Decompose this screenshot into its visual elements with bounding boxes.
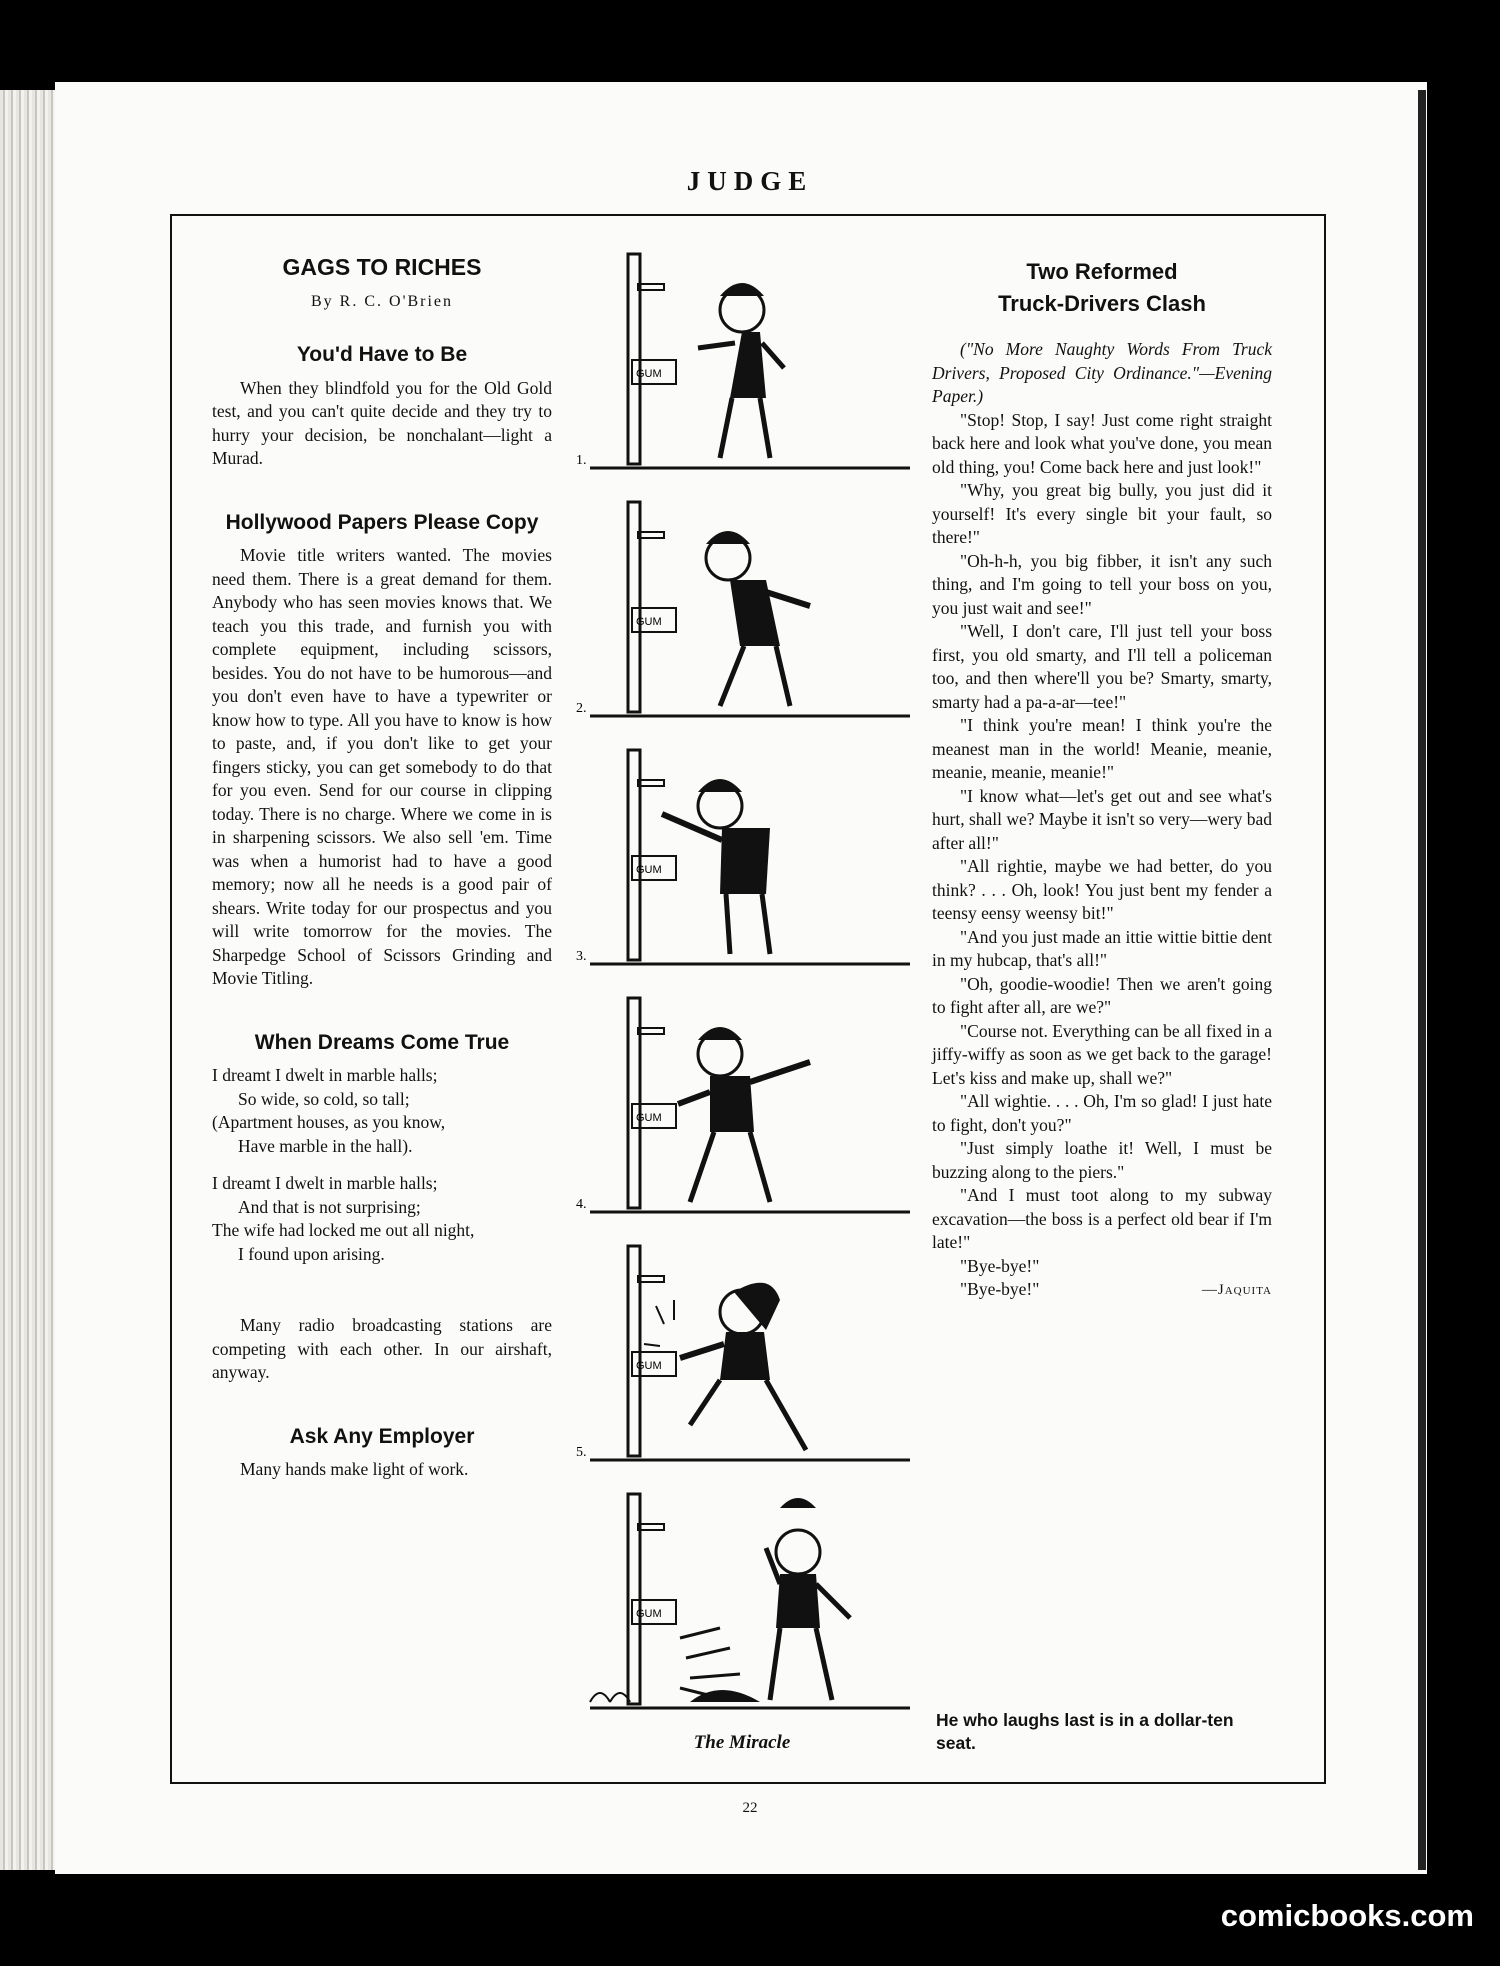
title-line-1: Two Reformed xyxy=(1026,259,1178,284)
dialogue-paragraph: "I think you're mean! I think you're the meanest man in the world! Meanie, meanie, meanie, meanie, meanie!" xyxy=(932,715,1272,782)
dialogue-paragraph: "Course not. Everything can be all fixed in a jiffy-wiffy as soon as we get back to the garage! Let's kiss and make up, shall we?" xyxy=(932,1020,1272,1088)
panel-number: 5. xyxy=(576,1445,587,1460)
dialogue-paragraph: "I know what—let's get out and see what's hurt, shall we? Maybe it isn't so very—wery bad after all!" xyxy=(932,785,1272,853)
dialogue-paragraph: "Just simply loathe it! Well, I must be buzzing along to the piers." xyxy=(932,1138,1272,1182)
cartoon-drawing xyxy=(570,496,914,726)
poem-stanza xyxy=(212,1172,552,1266)
cartoon-panel-1 xyxy=(570,248,914,478)
gum-sign: GUM xyxy=(636,864,662,876)
right-column xyxy=(932,256,1272,1302)
gum-sign: GUM xyxy=(636,368,662,380)
section-hollywood xyxy=(212,511,552,991)
closing-joke: He who laughs last is in a dollar-ten seat. xyxy=(936,1710,1234,1753)
title-line-2: Truck-Drivers Clash xyxy=(998,291,1206,316)
dialogue-paragraph: "Bye-bye!" xyxy=(960,1255,1040,1276)
gum-sign: GUM xyxy=(636,1360,662,1372)
section-title: When Dreams Come True xyxy=(254,1030,510,1054)
panel-number: 3. xyxy=(576,949,587,964)
cartoon-caption: The Miracle xyxy=(693,1732,791,1753)
cartoon-drawing xyxy=(570,248,914,478)
dialogue-paragraph: "Oh-h-h, you big fibber, it isn't any such thing, and I'm going to tell your boss on you, you just wait and see!" xyxy=(932,550,1272,618)
cartoon-panel-5 xyxy=(570,1240,914,1470)
cartoon-panel-4 xyxy=(570,992,914,1222)
left-column xyxy=(212,256,552,1522)
section-dreams-poem xyxy=(212,1031,552,1267)
article-title xyxy=(932,256,1272,320)
dialogue-paragraph: "And I must toot along to my subway excavation—the boss is a perfect old bear if I'm late!" xyxy=(932,1185,1272,1252)
dialogue-paragraph: "All wightie. . . . Oh, I'm so glad! I just hate to fight, don't you?" xyxy=(932,1091,1272,1135)
gum-sign: GUM xyxy=(636,1112,662,1124)
dialogue-paragraph: "Stop! Stop, I say! Just come right straight back here and look what you've done, you mean old thing, you! Come back here and just look!" xyxy=(932,409,1272,477)
cartoon-drawing xyxy=(570,992,914,1222)
section-text: Many radio broadcasting stations are competing with each other. In our airshaft, anyway. xyxy=(212,1315,552,1382)
byline: By R. C. O'Brien xyxy=(311,292,453,310)
poem-line: I dreamt I dwelt in marble halls; xyxy=(212,1173,438,1193)
author-signature: —Jaquita xyxy=(1201,1281,1272,1298)
poem-stanza xyxy=(212,1064,552,1158)
section-ask-any-employer xyxy=(212,1425,552,1482)
poem-line: The wife had locked me out all night, xyxy=(212,1220,475,1240)
section-text: Movie title writers wanted. The movies need them. There is a great demand for them. Anybody who has seen movies knows that. We teach you this trade, and furnish you with complete equipment, including scissors, besides. You do not have to be humorous—and you don't even have to have a typewriter or know how to type. All you have to know is how to paste, and, if you don't like to get your fingers sticky, you can get somebody to do that for you even. Send for our course in clipping today. There is no charge. Where we come in is in sharpening scissors. We also sell 'em. Time was when a humorist had to have a good memory; now all he needs is a good pair of shears. Write today for our prospectus and you will write tomorrow for the movies. The Sharpedge School of Scissors Grinding and Movie Titling. xyxy=(212,545,552,988)
section-title: Hollywood Papers Please Copy xyxy=(225,510,539,534)
section-text: When they blindfold you for the Old Gold test, and you can't quite decide and they try to hurry your decision, be nonchalant—light a Murad. xyxy=(212,377,552,468)
section-text: Many hands make light of work. xyxy=(240,1459,469,1479)
section-radio xyxy=(212,1314,552,1385)
poem-line: And that is not surprising; xyxy=(238,1196,421,1217)
cartoon-drawing xyxy=(570,744,914,974)
book-page-edges xyxy=(0,90,62,1870)
site-watermark: comicbooks.com xyxy=(1220,1898,1474,1933)
dialogue-paragraph: "Why, you great big bully, you just did it yourself! It's every single bit your fault, so there!" xyxy=(932,480,1272,547)
poem-line: Have marble in the hall). xyxy=(238,1135,413,1156)
cartoon-panel-2 xyxy=(570,496,914,726)
section-title: Ask Any Employer xyxy=(289,1424,475,1448)
dialogue-paragraph: "Bye-bye!" xyxy=(960,1279,1040,1299)
gum-sign: GUM xyxy=(636,1608,662,1620)
section-title: You'd Have to Be xyxy=(296,343,468,366)
dialogue-paragraph: "And you just made an ittie wittie bittie dent in my hubcap, that's all!" xyxy=(932,926,1272,970)
gum-sign: GUM xyxy=(636,616,662,628)
epigraph: ("No More Naughty Words From Truck Drivers, Proposed City Ordinance."—Evening Paper.) xyxy=(932,339,1272,406)
binding-edge xyxy=(1418,90,1426,1870)
page-number: 22 xyxy=(742,1800,758,1816)
cartoon-panel-3 xyxy=(570,744,914,974)
cartoon-drawing xyxy=(570,1240,914,1470)
poem-line: So wide, so cold, so tall; xyxy=(238,1088,410,1109)
poem-line: (Apartment houses, as you know, xyxy=(212,1112,446,1132)
cartoon-panel-6 xyxy=(570,1488,914,1718)
dialogue-paragraph: "All rightie, maybe we had better, do you think? . . . Oh, look! You just bent my fender a teensy eensy weensy bit!" xyxy=(932,856,1272,923)
panel-number: 4. xyxy=(576,1197,587,1212)
poem-line: I found upon arising. xyxy=(238,1243,385,1264)
panel-number: 2. xyxy=(576,701,587,716)
section-youd-have-to-be xyxy=(212,343,552,471)
panel-number: 1. xyxy=(576,453,587,468)
article-title: GAGS TO RICHES xyxy=(282,254,482,280)
running-title: JUDGE xyxy=(686,166,814,196)
dialogue-paragraph: "Oh, goodie-woodie! Then we aren't going to fight after all, are we?" xyxy=(932,973,1272,1017)
dialogue-paragraph: "Well, I don't care, I'll just tell your boss first, you old smarty, and I'll tell a policeman too, and then where'll you be? Smarty, smarty, smarty had a pa-a-ar—tee!" xyxy=(932,621,1272,712)
poem-line: I dreamt I dwelt in marble halls; xyxy=(212,1065,438,1085)
cartoon-drawing xyxy=(570,1488,914,1718)
